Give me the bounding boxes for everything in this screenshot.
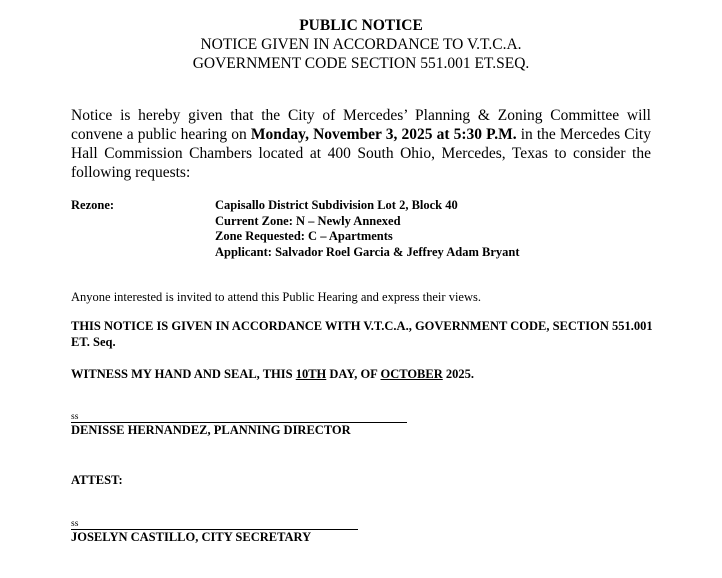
hearing-date-time: Monday, November 3, 2025 at 5:30 P.M. — [250, 126, 517, 143]
subdivision-line: Capisallo District Subdivision Lot 2, Block 40 — [215, 198, 458, 212]
witness-day: 10TH — [295, 367, 327, 381]
notice-header — [0, 16, 722, 73]
attest-label: ATTEST: — [71, 473, 123, 487]
header-line-2: GOVERNMENT CODE SECTION 551.001 ET.SEQ. — [192, 55, 530, 72]
notice-title: PUBLIC NOTICE — [299, 17, 423, 34]
zone-requested-line: Zone Requested: C – Apartments — [215, 229, 393, 243]
signature-mark: ss — [71, 412, 79, 422]
planning-director-signature — [71, 412, 407, 438]
city-secretary-signature — [71, 519, 358, 545]
witness-middle: DAY, OF — [326, 367, 381, 381]
rezone-details — [215, 198, 520, 260]
rezone-label: Rezone: — [71, 198, 115, 212]
planning-director-name: DENISSE HERNANDEZ, PLANNING DIRECTOR — [71, 423, 351, 437]
intro-text-after: in the Mercedes City Hall Commission Chambers located at 400 South Ohio, Mercedes, Texas to consider the following requests: — [71, 126, 651, 181]
current-zone-line: Current Zone: N – Newly Annexed — [215, 213, 401, 228]
witness-prefix: WITNESS MY HAND AND SEAL, THIS — [71, 367, 296, 381]
invite-paragraph: Anyone interested is invited to attend this Public Hearing and express their views. — [71, 290, 481, 304]
witness-suffix: 2025. — [442, 367, 475, 381]
notice-given-paragraph: THIS NOTICE IS GIVEN IN ACCORDANCE WITH V.T.C.A., GOVERNMENT CODE, SECTION 551.001 ET. Seq. — [71, 319, 653, 349]
intro-paragraph — [71, 106, 651, 182]
intro-text-before: Notice is hereby given that the City of Mercedes’ Planning & Zoning Committee will convene a public hearing on — [71, 107, 651, 143]
applicant-line: Applicant: Salvador Roel Garcia & Jeffrey Adam Bryant — [215, 244, 520, 259]
header-line-1: NOTICE GIVEN IN ACCORDANCE TO V.T.C.A. — [200, 36, 522, 53]
signature-mark: ss — [71, 519, 79, 529]
city-secretary-name: JOSELYN CASTILLO, CITY SECRETARY — [71, 530, 312, 544]
witness-line — [71, 366, 474, 382]
witness-month: OCTOBER — [380, 367, 443, 381]
